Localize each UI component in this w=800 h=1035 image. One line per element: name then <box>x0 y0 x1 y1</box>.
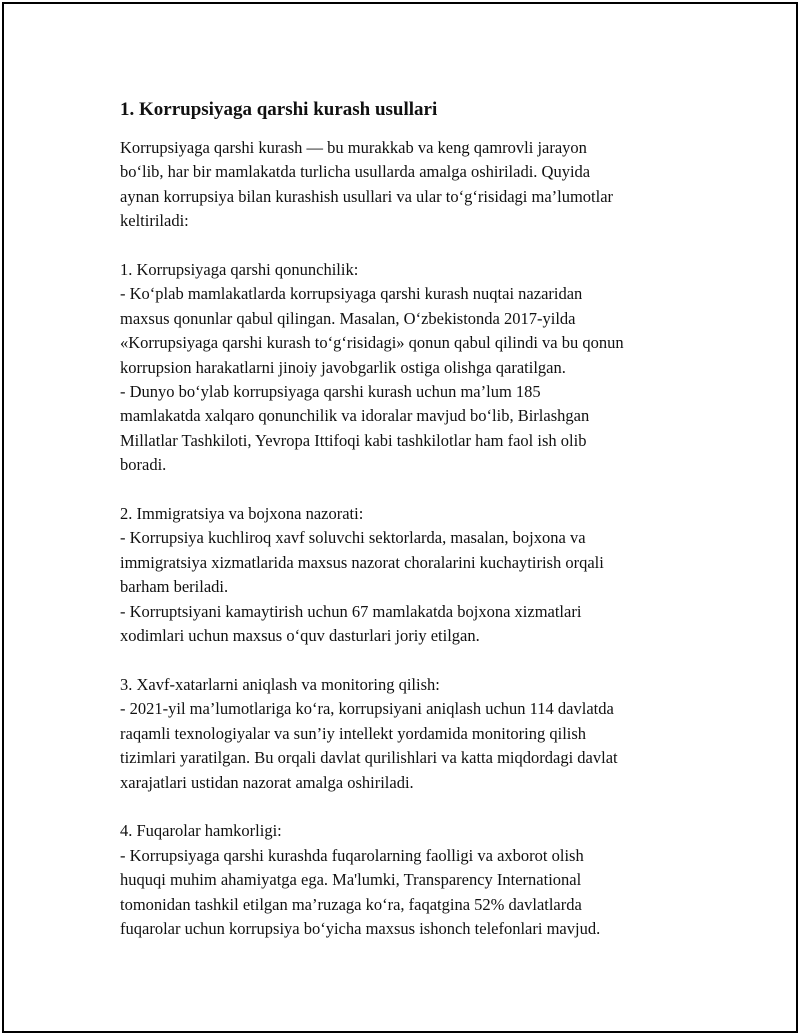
section-customs-control <box>120 502 720 648</box>
section-legislation <box>120 258 720 478</box>
section-body: - Ko‘plab mamlakatlarda korrupsiyaga qarshi kurash nuqtai nazaridan maxsus qonunlar qabul qilingan. Masalan, O‘zbekistonda 2017-yilda «Korrupsiyaga qarshi kurash to‘g‘risidagi» qonun qabul qilindi va bu qonun korrupsion harakatlarni jinoiy javobgarlik ostiga olishga qaratilgan. - Dunyo bo‘ylab korrupsiyaga qarshi kurash uchun ma’lum 185 mamlakatda xalqaro qonunchilik va idoralar mavjud bo‘lib, Birlashgan Millatlar Tashkiloti, Yevropa Ittifoqi kabi tashkilotlar ham faol ish olib boradi. <box>120 284 624 475</box>
section-heading: 4. Fuqarolar hamkorligi: <box>120 821 282 841</box>
paragraph-spacer <box>120 649 720 673</box>
section-body: - Korrupsiya kuchliroq xavf soluvchi sektorlarda, masalan, bojxona va immigratsiya xizmatlarida maxsus nazorat choralarini kuchaytirish orqali barham beriladi. - Korruptsiyani kamaytirish uchun 67 mamlakatda bojxona xizmatlari xodimlari uchun maxsus o‘quv dasturlari joriy etilgan. <box>120 528 604 646</box>
section-heading: 3. Xavf-xatarlarni aniqlash va monitoring qilish: <box>120 674 440 694</box>
section-heading: 1. Korrupsiyaga qarshi qonunchilik: <box>120 260 359 280</box>
section-heading: 2. Immigratsiya va bojxona nazorati: <box>120 504 364 524</box>
paragraph-spacer <box>120 478 720 502</box>
section-citizen-cooperation <box>120 819 720 941</box>
paragraph-spacer <box>120 234 720 258</box>
paragraph-spacer <box>120 795 720 819</box>
page-frame <box>2 2 798 1033</box>
section-body: - 2021-yil ma’lumotlariga ko‘ra, korrupsiyani aniqlash uchun 114 davlatda raqamli texnologiyalar va sun’iy intellekt yordamida monitoring qilish tizimlari yaratilgan. Bu orqali davlat qurilishlari va katta miqdordagi davlat xarajatlari ustidan nazorat amalga oshiriladi. <box>120 699 618 792</box>
document-body <box>120 96 720 941</box>
section-risk-monitoring <box>120 673 720 795</box>
page-title: 1. Korrupsiyaga qarshi kurash usullari <box>120 99 438 120</box>
section-body: - Korrupsiyaga qarshi kurashda fuqarolarning faolligi va axborot olish huquqi muhim ahamiyatga ega. Ma'lumki, Transparency International tomonidan tashkil etilgan ma’ruzaga ko‘ra, faqatgina 52% davlatlarda fuqarolar uchun korrupsiya bo‘yicha maxsus ishonch telefonlari mavjud. <box>120 845 601 938</box>
intro-paragraph: Korrupsiyaga qarshi kurash — bu murakkab va keng qamrovli jarayon bo‘lib, har bir mamlakatda turlicha usullarda amalga oshiriladi. Quyida aynan korrupsiya bilan kurashish usullari va ular to‘g‘risidagi ma’lumotlar keltiriladi: <box>120 138 614 231</box>
